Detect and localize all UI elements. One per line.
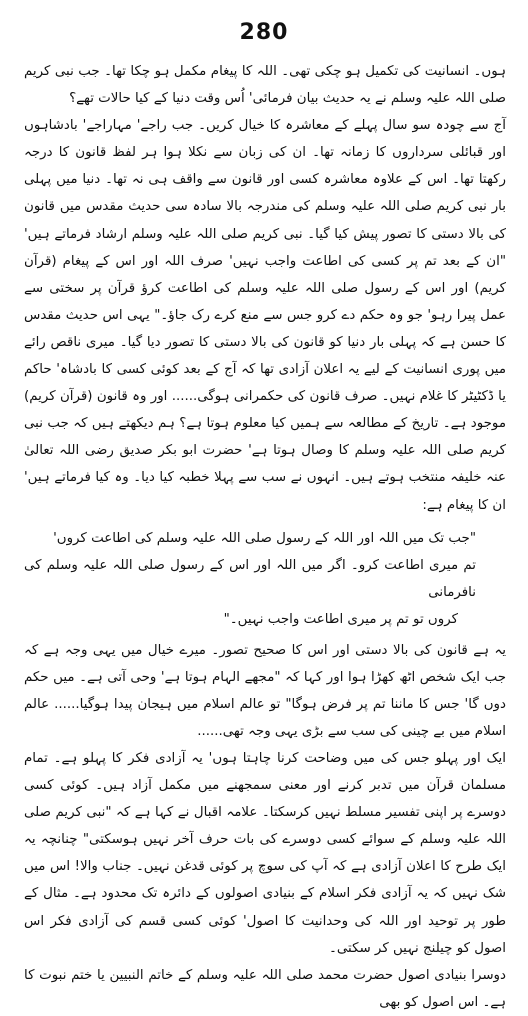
paragraph-5: دوسرا بنیادی اصول حضرت محمد صلی اللہ علیہ وسلم کے خاتم النبیین یا ختم نبوت کا ہے۔ اس اصول کو بھی <box>24 967 506 1010</box>
paragraph-1: ہوں۔ انسانیت کی تکمیل ہو چکی تھی۔ اللہ کا پیغام مکمل ہو چکا تھا۔ جب نبی کریم صلی اللہ علیہ وسلم نے یہ حدیث بیان فرمائی' اُس وقت دنیا کے کیا حالات تھے؟ <box>24 64 506 107</box>
quote-line-2: تم میری اطاعت کرو۔ اگر میں اللہ اور اس کے رسول صلی اللہ علیہ وسلم کی نافرمانی <box>24 557 476 600</box>
quote-line-3: کروں تو تم پر میری اطاعت واجب نہیں۔" <box>223 611 458 627</box>
page-body-text <box>24 58 506 1016</box>
paragraph-3: یہ ہے قانون کی بالا دستی اور اس کا صحیح تصور۔ میرے خیال میں یہی وجہ ہے کہ جب ایک شخص اٹھ کھڑا ہوا اور کہا کہ "مجھے الہام ہوتا ہے' وحی آتی ہے۔ میں حکم دوں گا' جس کا ماننا تم پر فرض ہوگا" تو عالم اسلام میں ہیجان پیدا ہوگیا...... عالم اسلام میں بے چینی کی سب سے بڑی یہی وجہ تھی...... <box>24 642 506 739</box>
page-number: 280 <box>239 20 289 45</box>
quote-line-1: "جب تک میں اللہ اور اللہ کے رسول صلی اللہ علیہ وسلم کی اطاعت کروں' <box>53 530 476 546</box>
quoted-sermon <box>24 525 476 633</box>
paragraph-4: ایک اور پہلو جس کی میں وضاحت کرنا چاہتا ہوں' یہ آزادی فکر کا پہلو ہے۔ تمام مسلمان قرآن میں تدبر کرنے اور معنی سمجھنے میں مکمل آزاد ہیں۔ کوئی کسی دوسرے پر اپنی تفسیر مسلط نہیں کرسکتا۔ علامہ اقبال نے کہا ہے کہ "نبی کریم صلی اللہ علیہ وسلم کے سوائے کسی دوسرے کی بات حرف آخر نہیں ہوسکتی" چنانچہ یہ ایک طرح کا اعلان آزادی ہے کہ آپ کی سوچ پر کوئی قدغن نہیں۔ جناب والا! اس میں شک نہیں کہ یہ آزادی فکر اسلام کے بنیادی اصولوں کے دائرہ تک محدود ہے۔ مثال کے طور پر توحید اور اللہ کی وحدانیت کا اصول' کوئی کسی قسم کی آزادی فکر اس اصول کو چیلنج نہیں کر سکتی۔ <box>24 750 506 956</box>
paragraph-2: آج سے چودہ سو سال پہلے کے معاشرہ کا خیال کریں۔ جب راجے' مہاراجے' بادشاہوں اور قبائلی سرداروں کا زمانہ تھا۔ ان کی زبان سے نکلا ہوا ہر لفظ قانون کا درجہ رکھتا تھا۔ اس کے علاوہ معاشرہ کسی اور قانون سے واقف ہی نہ تھا۔ دنیا میں پہلی بار نبی کریم صلی اللہ علیہ وسلم کی مندرجہ بالا سادہ سی حدیث مقدس میں قانون کی بالا دستی کا تصور پیش کیا گیا۔ نبی کریم صلی اللہ علیہ وسلم ارشاد فرماتے ہیں' "ان کے بعد تم پر کسی کی اطاعت واجب نہیں' صرف اللہ اور اس کے پیغام (قرآن کریم) اور اس کے رسول صلی اللہ علیہ وسلم کی اطاعت کرؤ قرآن پر سختی سے عمل پیرا رہو' جو وہ حکم دے کرو جس سے منع کرے رک جاؤ۔" یہی اس حدیث مقدس کا حسن ہے کہ پہلی بار دنیا کو قانون کی بالا دستی کا تصور دیا گیا۔ میری ناقص رائے میں پوری انسانیت کے لیے یہ اعلان آزادی تھا کہ آج کے بعد کوئی کسی کا بادشاہ' حاکم یا ڈکٹیٹر کا غلام نہیں۔ صرف قانون کی حکمرانی ہوگی...... اور وہ قانون (قرآن کریم) موجود ہے۔ تاریخ کے مطالعہ سے ہمیں کیا معلوم ہوتا ہے؟ ہم دیکھتے ہیں کہ جب نبی کریم صلی اللہ علیہ وسلم کا وصال ہوتا ہے' حضرت ابو بکر صدیق رضی اللہ تعالیٰ عنہ خلیفہ منتخب ہوتے ہیں۔ انہوں نے سب سے پہلا خطبہ کیا دیا۔ وہ کیا فرماتے ہیں' ان کا پیغام ہے: <box>24 118 506 513</box>
